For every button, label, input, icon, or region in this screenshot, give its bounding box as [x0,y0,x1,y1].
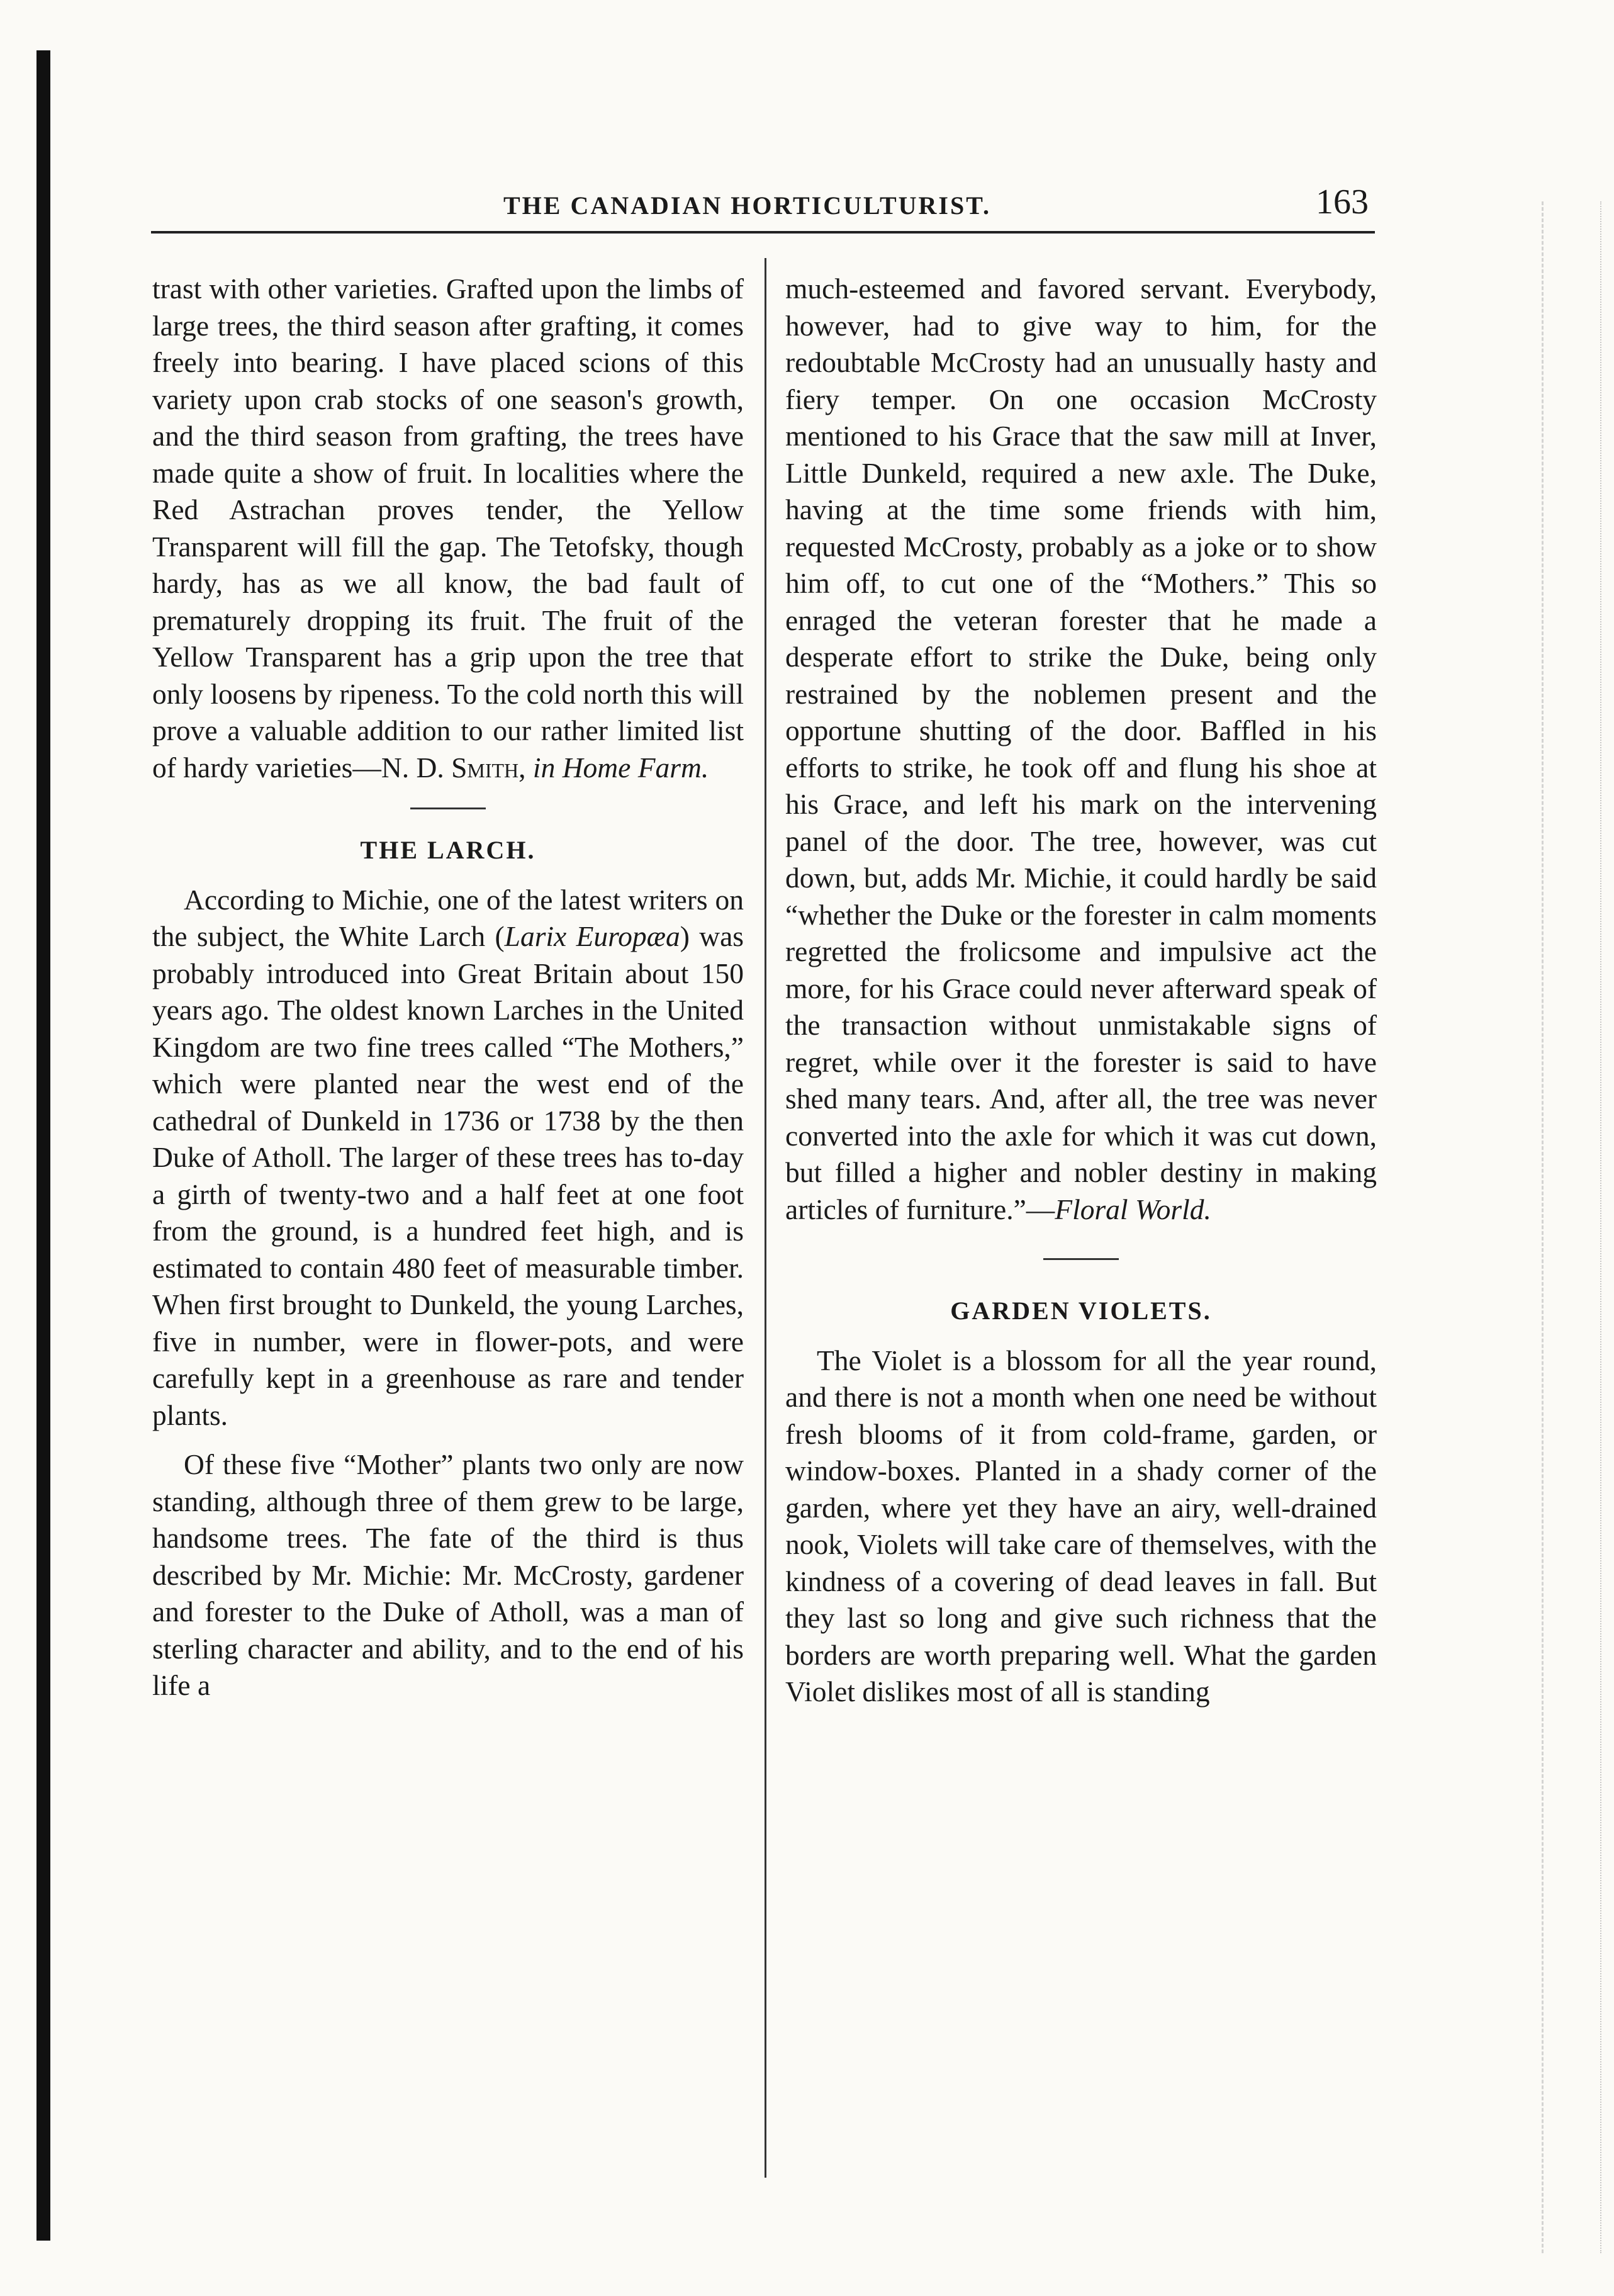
running-head [151,173,1375,242]
paragraph-text: ) was probably introduced into Great Britain about 150 years ago. The oldest known Larches in the United Kingdom are two fine trees called “The Mothers,” which were planted near the west end of the cathedral of Dunkeld in 1736 or 1738 by the then Duke of Atholl. The larger of these trees has to-day a girth of twenty-two and a half feet at one foot from the ground, is a hundred feet high, and is estimated to contain 480 feet of measurable timber. When first brought to Dunkeld, the young Larches, five in number, were in flower-pots, and were carefully kept in a greenhouse as rare and tender plants. [152,920,744,1431]
source-citation: in Home Farm. [532,751,709,784]
scan-edge-marks [1542,201,1601,2253]
latin-name: Larix Europæa [504,920,680,952]
paragraph-yellow-transparent [152,271,744,786]
section-heading-larch: THE LARCH. [360,836,536,864]
paragraph-text: trast with other varieties. Grafted upon the limbs of large trees, the third season after grafting, it comes freely into bearing. I have placed scions of this variety upon crab stocks of one season's growth, and the third season from grafting, the trees have made quite a show of fruit. In localities where the Red Astrachan proves tender, the Yellow Transparent will fill the gap. The Tetofsky, though hardy, has as we all know, the bad fault of prematurely dropping its fruit. The fruit of the Yellow Transparent has a grip upon the tree that only loosens by ripeness. To the cold north this will prove a valuable addition to our rather limited list of hardy varieties— [152,273,744,784]
source-citation: Floral World. [1055,1193,1211,1225]
column-divider [765,258,766,2178]
section-divider [1043,1258,1119,1260]
binding-edge [36,50,50,2241]
right-column [785,271,1377,2152]
author-name: N. D. Smith, [381,751,526,784]
paragraph-text: According to Michie, one of the latest writers on the subject, the White Larch ( [152,883,744,952]
section-heading-violets: GARDEN VIOLETS. [950,1297,1212,1325]
left-column [152,271,744,2152]
paragraph-mother-plants: Of these five “Mother” plants two only are now standing, although three of them grew to be large, handsome trees. The fate of the third is thus described by Mr. Michie: Mr. McCrosty, gardener and forester to the Duke of Atholl, was a man of sterling character and ability, and to the end of his life a [152,1448,744,1701]
journal-title: THE CANADIAN HORTICULTURIST. [503,191,991,220]
header-rule [151,231,1375,234]
paragraph-mccrosty [785,271,1377,1228]
paragraph-text: much-esteemed and favored servant. Everybody, however, had to give way to him, for the redoubtable McCrosty had an unusually hasty and fiery temper. On one occasion McCrosty mentioned to his Grace that the saw mill at Inver, Little Dunkeld, required a new axle. The Duke, having at the time some friends with him, requested McCrosty, probably as a joke or to show him off, to cut one of the “Mothers.” This so enraged the veteran forester that he made a desperate effort to strike the Duke, being only restrained by the noblemen present and the opportune shutting of the door. Baffled in his efforts to strike, he took off and flung his shoe at his Grace, and left his mark on the intervening panel of the door. The tree, however, was cut down, but, adds Mr. Michie, it could hardly be said “whether the Duke or the forester in calm moments regretted the frolicsome and impulsive act the more, for his Grace could never afterward speak of the transaction without unmistakable signs of regret, while over it the forester is said to have shed many tears. And, after all, the tree was never converted into the axle for which it was cut down, but filled a higher and nobler destiny in making articles of furniture.”— [785,273,1377,1225]
paragraph-violets: The Violet is a blossom for all the year round, and there is not a month when one need be without fresh blooms of it from cold-frame, garden, or window-boxes. Planted in a shady corner of the garden, where yet they have an airy, well-drained nook, Violets will take care of themselves, with the kindness of a covering of dead leaves in fall. But they last so long and give such richness that the borders are worth preparing well. What the garden Violet dislikes most of all is standing [785,1344,1377,1708]
paragraph-larch-intro [152,882,744,1434]
page-number: 163 [1316,183,1369,222]
section-divider [410,808,486,809]
